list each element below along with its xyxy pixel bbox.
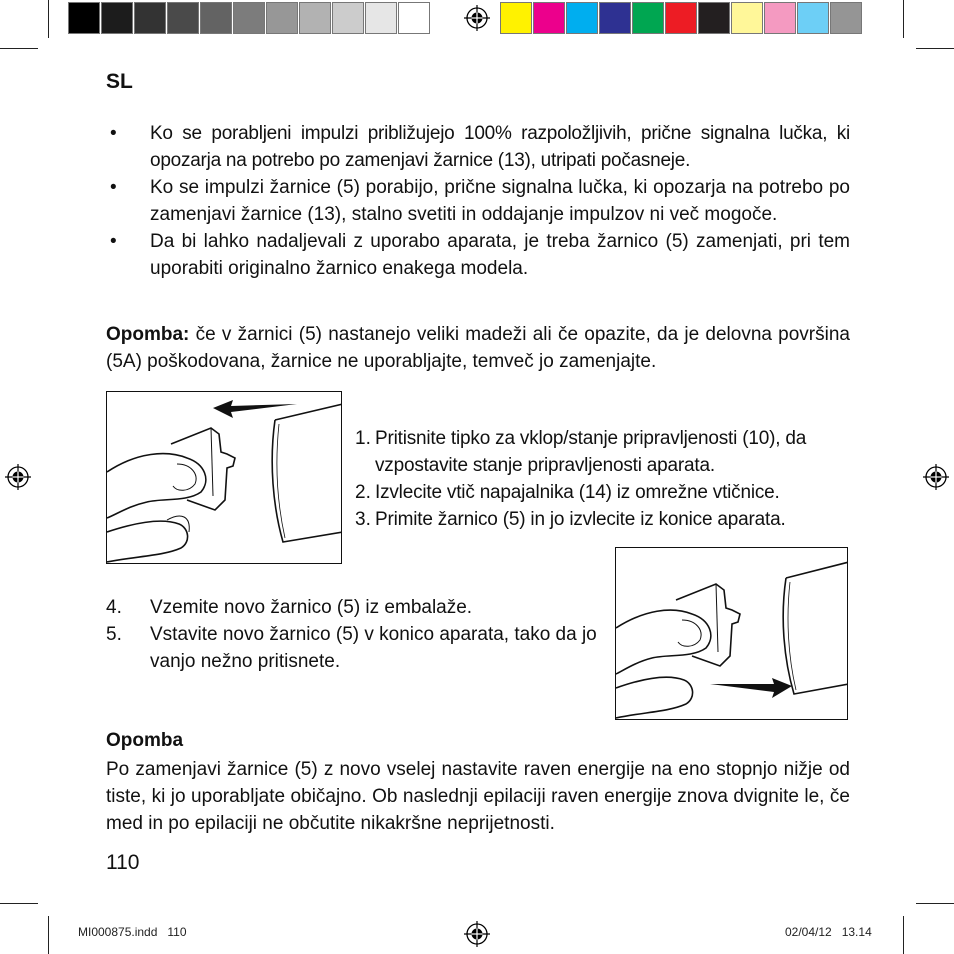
bullet-dot: • [110, 123, 117, 144]
process-color-bar [500, 2, 863, 36]
steps-list-a [355, 425, 850, 533]
color-swatch [68, 2, 100, 34]
bullet-list [106, 120, 850, 282]
insert-lamp-illustration [616, 548, 848, 720]
registration-mark-top-icon [464, 5, 490, 31]
color-swatch [233, 2, 265, 34]
crop-mark-top-left-h [0, 48, 38, 49]
step-number: 2. [355, 482, 371, 503]
step-text: Vzemite novo žarnico (5) iz embalaže. [150, 597, 473, 618]
step-number: 4. [106, 597, 122, 618]
color-swatch [266, 2, 298, 34]
slug-date-time: 02/04/12 13.14 [785, 925, 872, 939]
crop-mark-bottom-left-v [48, 916, 49, 954]
color-swatch [332, 2, 364, 34]
step-item [355, 425, 850, 479]
step-item [355, 479, 850, 506]
bullet-item [106, 120, 850, 174]
color-swatch [698, 2, 730, 34]
color-swatch [167, 2, 199, 34]
color-swatch [134, 2, 166, 34]
step-number: 3. [355, 509, 371, 530]
steps-list-b [106, 594, 616, 675]
crop-mark-top-left-v [48, 0, 49, 38]
color-swatch [764, 2, 796, 34]
step-number: 1. [355, 428, 371, 449]
step-text: Vstavite novo žarnico (5) v konico aparata, tako da jo vanjo nežno pritisnete. [150, 624, 597, 672]
bullet-text: Da bi lahko nadaljevali z uporabo aparata, je treba žarnico (5) zamenjati, pri tem uporabiti originalno žarnico enakega modela. [150, 231, 850, 279]
step-text: Primite žarnico (5) in jo izvlecite iz konice aparata. [375, 509, 786, 530]
crop-mark-top-right-v [903, 0, 904, 38]
step-number: 5. [106, 624, 122, 645]
color-swatch [365, 2, 397, 34]
registration-mark-bottom-icon [464, 921, 490, 947]
figure-remove-lamp [106, 391, 342, 564]
crop-mark-top-right-h [916, 48, 954, 49]
remove-lamp-illustration [107, 392, 342, 564]
crop-mark-bottom-left-h [0, 903, 38, 904]
color-swatch [533, 2, 565, 34]
bullet-dot: • [110, 177, 117, 198]
note-paragraph [106, 321, 850, 375]
step-text: Pritisnite tipko za vklop/stanje pripravljenosti (10), da vzpostavite stanje pripravljenosti aparata. [375, 428, 807, 476]
color-swatch [500, 2, 532, 34]
bullet-item [106, 174, 850, 228]
page-number: 110 [106, 851, 140, 874]
color-swatch [200, 2, 232, 34]
color-swatch [731, 2, 763, 34]
slug-file-info: MI000875.indd 110 [78, 925, 187, 939]
crop-mark-bottom-right-v [903, 916, 904, 954]
color-swatch [830, 2, 862, 34]
bullet-item [106, 228, 850, 282]
note-paragraph: Po zamenjavi žarnice (5) z novo vselej nastavite raven energije na eno stopnjo nižje od tiste, ki jo uporabljate običajno. Ob naslednji epilaciji raven energije znova dvignite le, če med in po epilaciji ne občutite nikakršne neprijetnosti. [106, 759, 850, 834]
bullet-text: Ko se impulzi žarnice (5) porabijo, prične signalna lučka, ki opozarja na potrebo po zamenjavi žarnice (13), stalno svetiti in oddajanje impulzov ni več mogoče. [150, 177, 850, 225]
color-swatch [299, 2, 331, 34]
color-swatch [566, 2, 598, 34]
bullet-text: Ko se porabljeni impulzi približujejo 100% razpoložljivih, prične signalna lučka, ki opozarja na potrebo po zamenjavi žarnice (13), utripati počasneje. [150, 123, 850, 171]
color-swatch [665, 2, 697, 34]
note-heading: Opomba [106, 730, 184, 751]
color-swatch [398, 2, 430, 34]
note-text: če v žarnici (5) nastanejo veliki madeži ali če opazite, da je delovna površina (5A) poškodovana, žarnice ne uporabljajte, temveč jo zamenjajte. [106, 324, 850, 372]
color-swatch [599, 2, 631, 34]
step-item [106, 621, 616, 675]
bullet-dot: • [110, 231, 117, 252]
step-text: Izvlecite vtič napajalnika (14) iz omrežne vtičnice. [375, 482, 780, 503]
crop-mark-bottom-right-h [916, 903, 954, 904]
color-swatch [632, 2, 664, 34]
step-item [355, 506, 850, 533]
step-item [106, 594, 616, 621]
color-swatch [101, 2, 133, 34]
gray-color-bar [68, 2, 431, 36]
language-tag: SL [106, 70, 133, 93]
figure-insert-lamp [615, 547, 848, 720]
note-label: Opomba: [106, 324, 190, 345]
registration-mark-right-icon [923, 464, 949, 490]
registration-mark-left-icon [5, 464, 31, 490]
color-swatch [797, 2, 829, 34]
